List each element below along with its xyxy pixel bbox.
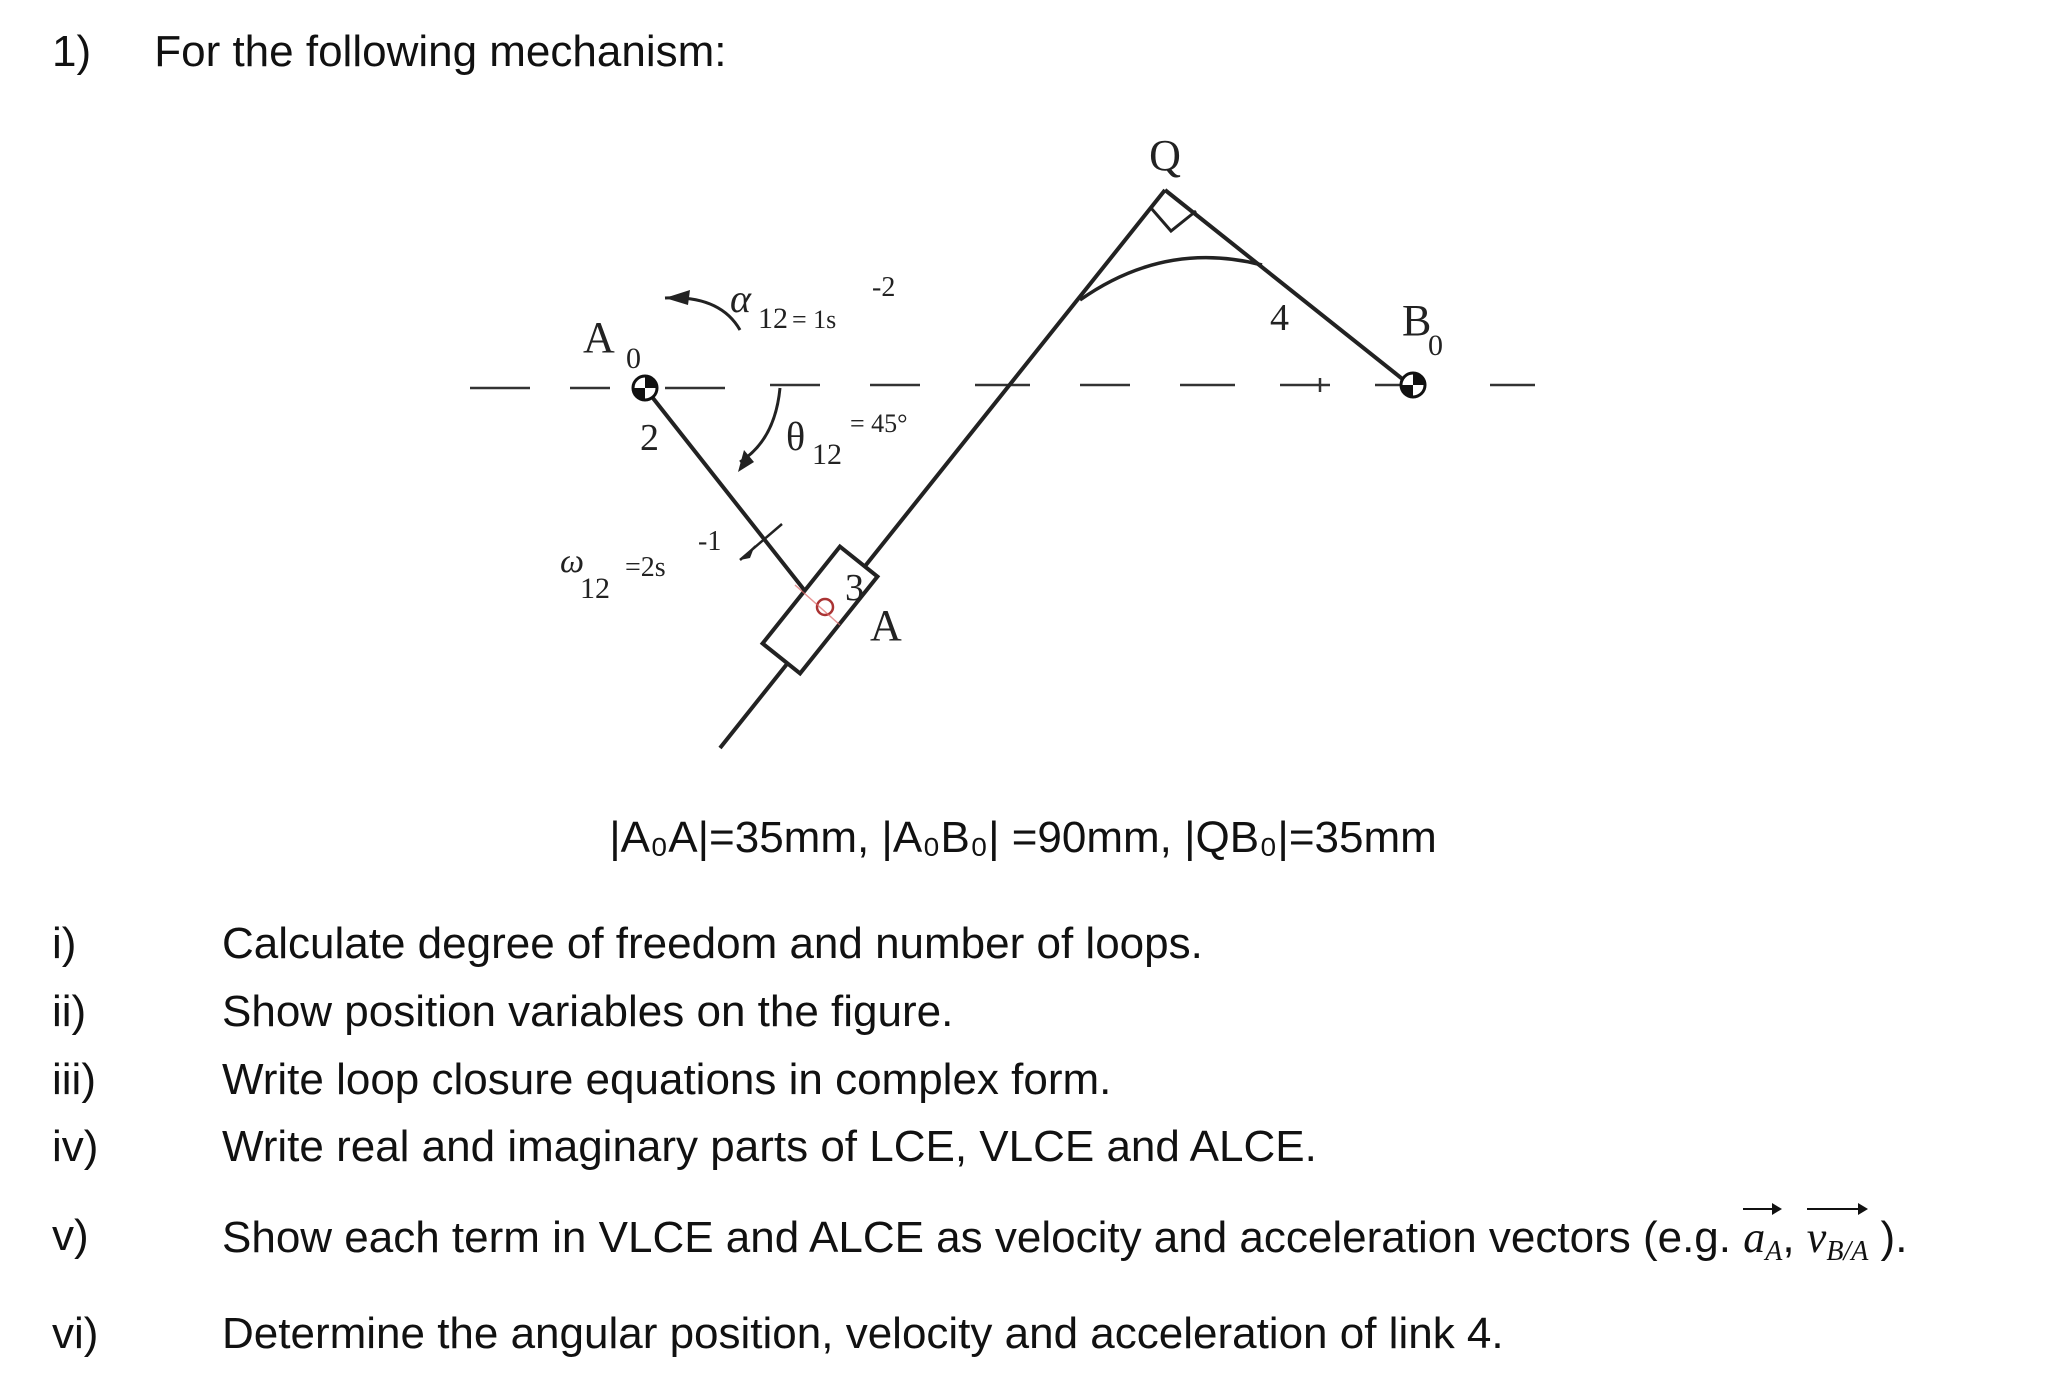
label-alpha-exp: -2 bbox=[872, 272, 896, 303]
label-link-4: 4 bbox=[1270, 297, 1289, 339]
vector-a-sub-a: $a_A$ bbox=[1743, 1206, 1782, 1282]
task-text: Calculate degree of freedom and number of loops. bbox=[222, 919, 1203, 968]
label-alpha-sub: 12 bbox=[758, 302, 788, 335]
label-theta-sub: 12 bbox=[812, 438, 842, 471]
pivot-a0 bbox=[633, 376, 657, 400]
task-text: Show each term in VLCE and ALCE as velocity and acceleration vectors (e.g. bbox=[222, 1213, 1744, 1262]
label-theta-value: = 45° bbox=[850, 409, 908, 438]
alpha-arc bbox=[665, 298, 740, 330]
label-alpha-symbol: α bbox=[730, 276, 751, 321]
omega-arrow-head bbox=[740, 545, 755, 560]
task-text: Write loop closure equations in complex form. bbox=[222, 1055, 1112, 1104]
task-number: iii) bbox=[52, 1055, 96, 1104]
vector-v-sub-b-over-a: $v_{B/A}$ bbox=[1807, 1206, 1869, 1282]
task-text: Show position variables on the figure. bbox=[222, 987, 954, 1036]
dimensions-line: |A₀A|=35mm, |A₀B₀| =90mm, |QB₀|=35mm bbox=[609, 813, 1437, 862]
label-omega-value: =2s bbox=[625, 552, 666, 583]
task-text-with-vectors: Show each term in VLCE and ALCE as velocity and acceleration vectors (e.g. $a_A$, $v_{B/A}$ ). bbox=[222, 1206, 1907, 1282]
label-b0-sub: 0 bbox=[1428, 329, 1443, 362]
task-number: v) bbox=[52, 1211, 89, 1260]
theta-arc bbox=[740, 388, 780, 462]
task-text: Determine the angular position, velocity and acceleration of link 4. bbox=[222, 1309, 1504, 1358]
label-a: A bbox=[870, 601, 902, 650]
label-link-3: 3 bbox=[845, 567, 864, 609]
pivot-b0 bbox=[1401, 373, 1425, 397]
link-4-arm bbox=[1165, 190, 1410, 385]
label-omega-sub: 12 bbox=[580, 572, 610, 605]
task-number: i) bbox=[52, 919, 77, 968]
reference-line bbox=[470, 378, 1535, 392]
label-omega-symbol: ω bbox=[560, 543, 585, 580]
task-number: vi) bbox=[52, 1309, 99, 1358]
label-omega-exp: -1 bbox=[698, 526, 722, 557]
label-theta-symbol: θ bbox=[786, 414, 806, 459]
task-number: ii) bbox=[52, 987, 87, 1036]
question-title: For the following mechanism: bbox=[154, 27, 727, 76]
question-number: 1) bbox=[52, 27, 92, 76]
label-link-2: 2 bbox=[640, 417, 659, 459]
task-text: Write real and imaginary parts of LCE, VLCE and ALCE. bbox=[222, 1122, 1317, 1171]
task-number: iv) bbox=[52, 1122, 99, 1171]
label-a0-base: A bbox=[583, 313, 615, 362]
label-alpha-value: = 1s bbox=[792, 305, 837, 334]
label-a0-sub: 0 bbox=[626, 342, 641, 375]
alpha-arrow-head bbox=[665, 290, 690, 305]
label-b0-base: B bbox=[1402, 296, 1432, 345]
label-q: Q bbox=[1149, 131, 1181, 180]
